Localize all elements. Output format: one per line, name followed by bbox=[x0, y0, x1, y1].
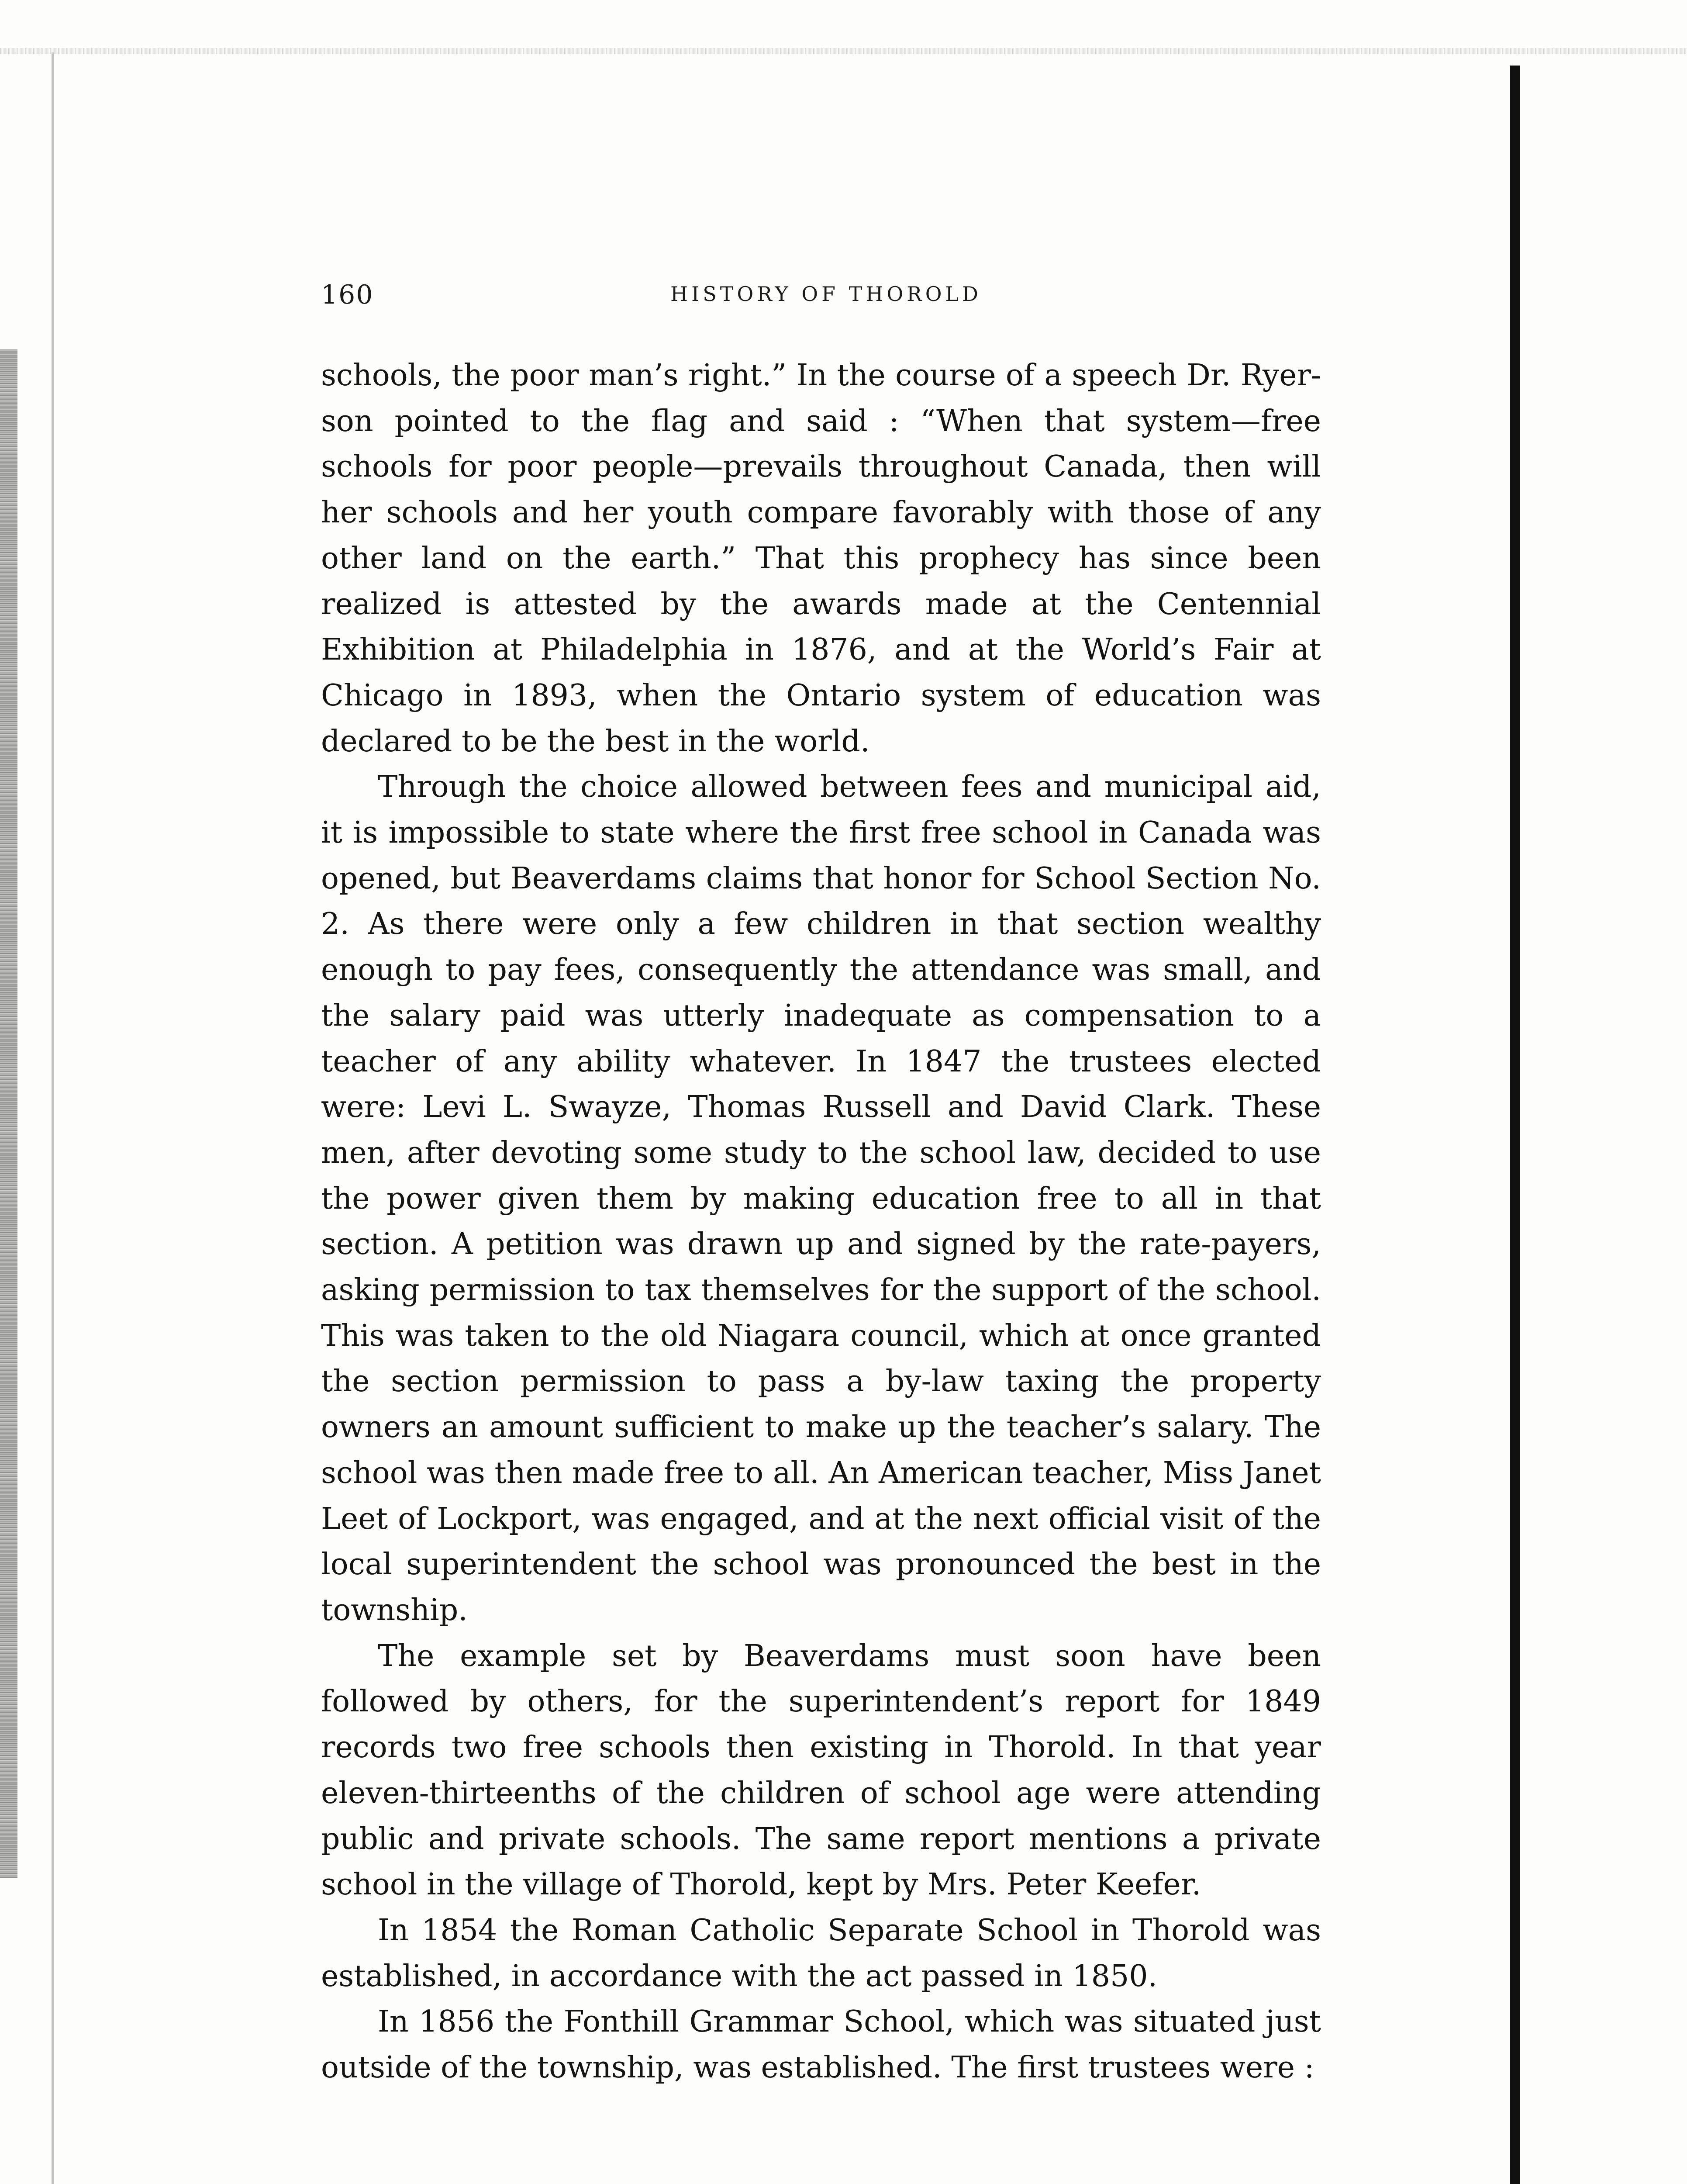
left-margin-rule bbox=[52, 52, 54, 2184]
paragraph-1: schools, the poor man’s right.” In the course of a speech Dr. Ryer-son pointed to the flag and said : “When that system—free schools for poor people—prevails throughout Canada, then will her schools and her youth compare favorably with those of any other land on the earth.” That this prophecy has since been realized is attested by the awards made at the Centennial Exhibition at Philadelphia in 1876, and at the World’s Fair at Chicago in 1893, when the Ontario system of education was declared to be the best in the world. bbox=[321, 358, 1321, 759]
binding-shadow-bar bbox=[1510, 66, 1520, 2184]
paragraph-2: Through the choice allowed between fees and municipal aid, it is impossible to state where the first free school in Canada was opened, but Beaverdams claims that honor for School Section No. 2. As there were only a few children in that section wealthy enough to pay fees, consequently the attendance was small, and the salary paid was utterly inadequate as compensation to a teacher of any ability whatever. In 1847 the trustees elected were: Levi L. Swayze, Thomas Russell and David Clark. These men, after devoting some study to the school law, decided to use the power given them by making education free to all in that section. A petition was drawn up and signed by the rate-payers, asking permission to tax themselves for the support of the school. This was taken to the old Niagara council, which at once granted the section permission to pass a by-law taxing the property owners an amount sufficient to make up the teacher’s salary. The school was then made free to all. An American teacher, Miss Janet Leet of Lockport, was engaged, and at the next official visit of the local superintendent the school was pronounced the best in the township. bbox=[321, 770, 1321, 1628]
running-title: HISTORY OF THOROLD bbox=[670, 282, 982, 306]
scan-top-noise bbox=[0, 48, 1687, 54]
page-number: 160 bbox=[321, 280, 374, 310]
paragraph-5: In 1856 the Fonthill Grammar School, which was situated just outside of the township, was established. The first trustees were : bbox=[321, 2004, 1321, 2085]
paragraph-4: In 1854 the Roman Catholic Separate School in Thorold was established, in accordance with the act passed in 1850. bbox=[321, 1913, 1321, 1994]
paragraph-3: The example set by Beaverdams must soon have been followed by others, for the superintendent’s report for 1849 records two free schools then existing in Thorold. In that year eleven-thirteenths of the children of school age were attending public and private schools. The same report mentions a private school in the village of Thorold, kept by Mrs. Peter Keefer. bbox=[321, 1638, 1321, 1902]
scan-edge-artifact bbox=[0, 349, 17, 1878]
body-text bbox=[321, 353, 1321, 2091]
running-head bbox=[321, 280, 1321, 314]
